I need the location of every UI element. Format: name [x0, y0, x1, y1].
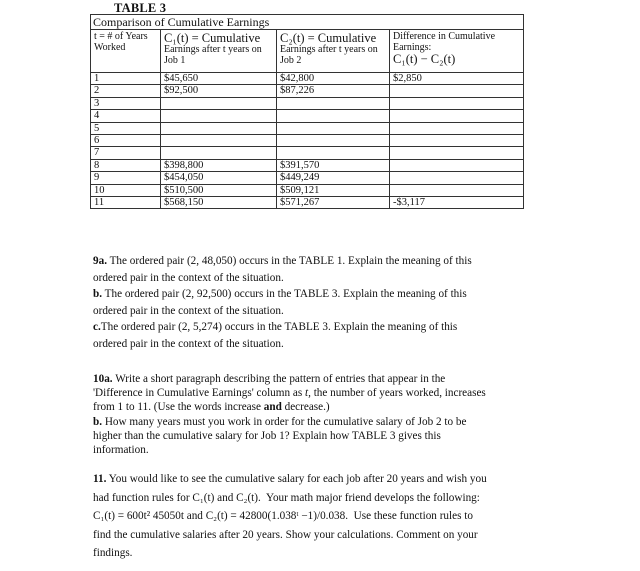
cell-years: 8 — [91, 159, 161, 171]
cell-job1: $92,500 — [161, 85, 277, 97]
q11-rule-c1: C₁(t) = 600t² 45050t — [93, 510, 184, 522]
q9a-line2: ordered pair in the context of the situation. — [93, 271, 284, 284]
cell-difference — [390, 172, 524, 184]
q11-line3: C₁(t) = 600t² 45050t and C₂(t) = 42800(1.038ᵗ −1)/0.038. Use these function rules to — [93, 510, 473, 522]
cell-years: 6 — [91, 134, 161, 146]
header-job2-description: Earnings after t years on Job 2 — [280, 44, 378, 66]
q10a-line3: from 1 to 11. (Use the words increase and decrease.) — [93, 401, 330, 414]
cell-job1 — [161, 122, 277, 134]
cell-difference: $2,850 — [390, 73, 524, 85]
table-label: TABLE 3 — [114, 1, 167, 15]
table-caption-row — [91, 15, 524, 30]
q10a-line2: 'Difference in Cumulative Earnings' column as t, the number of years worked, increases — [93, 387, 486, 400]
cell-years: 10 — [91, 184, 161, 196]
cell-difference — [390, 122, 524, 134]
q9a-ordered-pair: (2, 48,050) — [186, 255, 237, 267]
table-row — [91, 159, 524, 171]
q9c-line2: ordered pair in the context of the situation. — [93, 337, 284, 350]
q11-line2: had function rules for C₁(t) and C₂(t). Your math major friend develops the following: — [93, 491, 480, 504]
q11-rule-c2: C₂(t) = 42800(1.038ᵗ −1)/0.038. — [205, 510, 349, 522]
table-header-row — [91, 30, 524, 73]
table-row — [91, 196, 524, 208]
cell-job2 — [277, 147, 390, 159]
table-row — [91, 134, 524, 146]
q10b-line3: information. — [93, 444, 149, 457]
table-row — [91, 147, 524, 159]
cell-job2: $571,267 — [277, 196, 390, 208]
table-row — [91, 122, 524, 134]
cell-job2: $449,249 — [277, 172, 390, 184]
cell-job2: $42,800 — [277, 73, 390, 85]
cell-job2: $509,121 — [277, 184, 390, 196]
cell-job2 — [277, 110, 390, 122]
q11-line5: findings. — [93, 547, 133, 559]
q9b-line2: ordered pair in the context of the situation. — [93, 304, 284, 317]
table-row — [91, 110, 524, 122]
header-job1-function: C₁(t) = Cumulative — [164, 31, 261, 45]
cell-difference — [390, 110, 524, 122]
header-job2-function: C₂(t) = Cumulative — [280, 31, 377, 45]
question-11 — [93, 470, 541, 563]
q11-line1: 11. You would like to see the cumulative salary for each job after 20 years and wish you — [93, 473, 487, 485]
cell-job2 — [277, 122, 390, 134]
q11-line4: find the cumulative salaries after 20 years. Show your calculations. Comment on your — [93, 528, 478, 541]
cell-difference — [390, 85, 524, 97]
cell-years: 9 — [91, 172, 161, 184]
cell-job1: $510,500 — [161, 184, 277, 196]
header-difference-title: Difference in Cumulative Earnings: — [393, 31, 496, 53]
cell-years: 3 — [91, 97, 161, 109]
cell-job1 — [161, 97, 277, 109]
cell-years: 4 — [91, 110, 161, 122]
cell-job1 — [161, 147, 277, 159]
header-job1-description: Earnings after t years on Job 1 — [164, 44, 262, 66]
table-body — [91, 73, 524, 209]
table-row — [91, 172, 524, 184]
cell-difference — [390, 147, 524, 159]
cumulative-earnings-table — [90, 14, 524, 209]
cell-job1: $454,050 — [161, 172, 277, 184]
q9c-line1: c.The ordered pair (2, 5,274) occurs in the TABLE 3. Explain the meaning of this — [93, 321, 458, 333]
header-job2 — [277, 30, 390, 73]
header-difference-formula: C₁(t) − C₂(t) — [393, 52, 456, 66]
cell-job1: $45,650 — [161, 73, 277, 85]
table-row — [91, 73, 524, 85]
table-row — [91, 184, 524, 196]
q10b-line1: b. How many years must you work in order for the cumulative salary of Job 2 to be — [93, 415, 467, 428]
cell-job1 — [161, 110, 277, 122]
cell-difference: -$3,117 — [390, 196, 524, 208]
cell-job1 — [161, 134, 277, 146]
cell-difference — [390, 134, 524, 146]
cell-difference — [390, 184, 524, 196]
q11-function-c2: C₂(t). — [236, 491, 261, 504]
cell-years: 2 — [91, 85, 161, 97]
cell-job2 — [277, 97, 390, 109]
cell-job1: $398,800 — [161, 159, 277, 171]
cell-job2 — [277, 134, 390, 146]
header-years: t = # of Years Worked — [91, 30, 161, 73]
q9b-line1: b. The ordered pair (2, 92,500) occurs in the TABLE 3. Explain the meaning of this — [93, 288, 467, 300]
q9c-ordered-pair: (2, 5,274) — [178, 321, 222, 333]
q11-function-c1: C₁(t) — [192, 491, 215, 504]
table-row — [91, 97, 524, 109]
cell-difference — [390, 97, 524, 109]
q9b-ordered-pair: (2, 92,500) — [181, 288, 232, 300]
cell-years: 1 — [91, 73, 161, 85]
q10b-line2: higher than the cumulative salary for Job 1? Explain how TABLE 3 gives this — [93, 429, 441, 442]
header-job1 — [161, 30, 277, 73]
table-caption: Comparison of Cumulative Earnings — [91, 15, 524, 30]
cell-years: 7 — [91, 147, 161, 159]
question-9 — [93, 253, 541, 352]
table-row — [91, 85, 524, 97]
cell-job2: $391,570 — [277, 159, 390, 171]
cell-years: 11 — [91, 196, 161, 208]
q10a-line1: 10a. Write a short paragraph describing the pattern of entries that appear in the — [93, 373, 446, 385]
header-difference — [390, 30, 524, 73]
q9a-line1: 9a. The ordered pair (2, 48,050) occurs in the TABLE 1. Explain the meaning of this — [93, 255, 472, 267]
cell-years: 5 — [91, 122, 161, 134]
cell-job2: $87,226 — [277, 85, 390, 97]
cell-job1: $568,150 — [161, 196, 277, 208]
cell-difference — [390, 159, 524, 171]
question-10 — [93, 372, 541, 457]
